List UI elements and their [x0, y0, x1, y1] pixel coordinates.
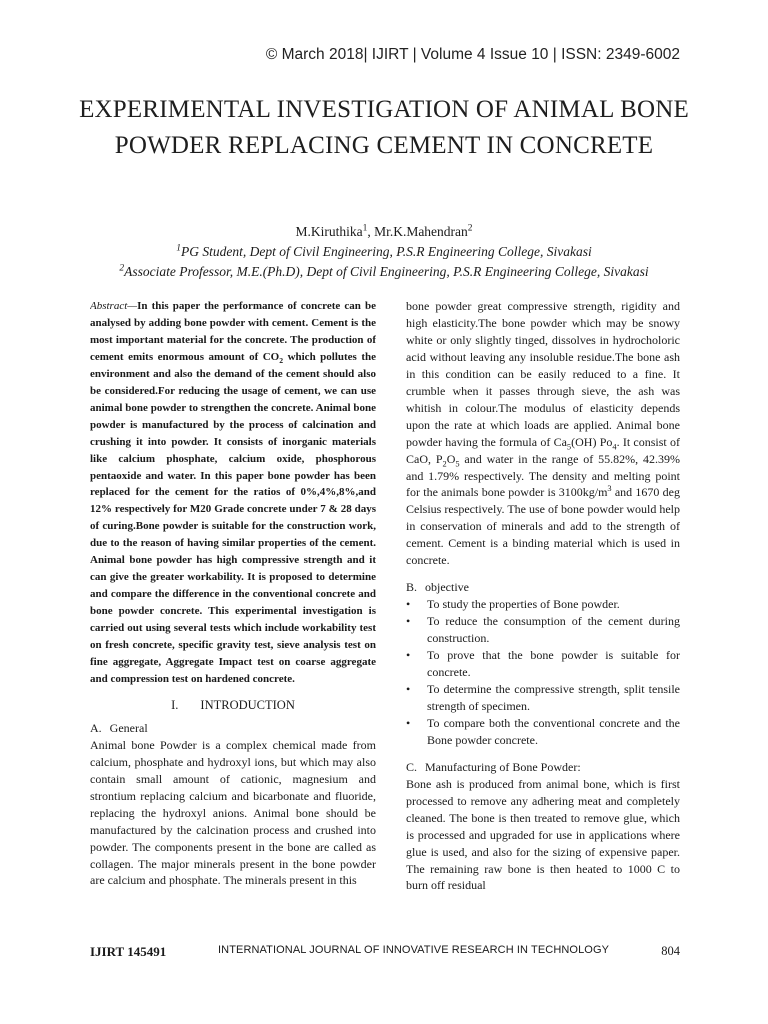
- abstract-lead: Abstract—: [90, 300, 138, 312]
- cont-text-1: bone powder great compressive strength, rigidity and high elasticity.The bone powder which may be snowy white or only slightly tinged, dissolves in hydrocholoric acid without leaving any insoluble residue.The bone ash in this condition can be easily reduced to a fine. It crumble when it passes through sieve, the ash was whitish in colour.The modulus of elasticity depends upon the rate at which loads are applied. Animal bone powder having the formula of Ca: [406, 299, 680, 449]
- cont-sub-3: 2: [442, 458, 447, 468]
- manufacturing-paragraph: Bone ash is produced from animal bone, which is first processed to remove any adhering meat and completely cleaned. The bone is then treated to remove glue, which is processed and upgraded for use in applications where glue is used, and also for the sizing of expensive paper. The remaining raw bone is then heated to 1000 C to burn off residual: [406, 776, 680, 893]
- affiliation-1-text: PG Student, Dept of Civil Engineering, P.S.R Engineering College, Sivakasi: [181, 244, 592, 259]
- cont-sup-5: 3: [607, 484, 612, 494]
- cont-sub-4: 5: [455, 458, 460, 468]
- affiliation-1: [0, 242, 768, 262]
- author-names: [0, 222, 768, 242]
- subsection-heading-manufacturing: [406, 759, 680, 776]
- affiliation-2: [0, 262, 768, 282]
- subsection-heading-objective: [406, 579, 680, 596]
- paper-title: EXPERIMENTAL INVESTIGATION OF ANIMAL BONE POWDER REPLACING CEMENT IN CONCRETE: [79, 96, 689, 159]
- subsection-letter: B.: [406, 580, 418, 595]
- journal-citation-header: © March 2018| IJIRT | Volume 4 Issue 10 | ISSN: 2349-6002: [265, 46, 680, 63]
- objective-list: [406, 596, 680, 749]
- list-item: • To compare both the conventional concrete and the Bone powder concrete.: [406, 715, 680, 749]
- footer-paper-id: IJIRT 145491: [90, 944, 167, 959]
- cont-text-5: and water in the range of 55.82%, 42.39% and 1.79% respectively. The density and melting point for the animals bone powder is 3100kg/m: [406, 451, 680, 500]
- subsection-heading-general: [90, 720, 376, 737]
- cont-text-4: O: [446, 451, 456, 466]
- list-item: • To prove that the bone powder is suitable for concrete.: [406, 647, 680, 681]
- subsection-title: objective: [425, 580, 469, 595]
- abstract: [90, 298, 376, 688]
- author-1: M.Kiruthika: [295, 224, 363, 239]
- general-paragraph: Animal bone Powder is a complex chemical made from calcium, phosphate and hydroxyl ions, but which may also contain small amount of cationic, magnesium and strontium replacing calcium and bicarbonate and fluoride, replacing the hydroxyl anions. Animal bone should be manufactured by the calcination process and crushed into powder. The components present in the bone are called as collagen. The major minerals present in the bone powder are calcium and phosphate. The minerals present in this: [90, 737, 376, 888]
- author-1-sup: 1: [362, 223, 368, 234]
- abstract-co2-sub: 2: [279, 356, 284, 366]
- author-separator: ,: [367, 224, 375, 239]
- section-title: INTRODUCTION: [200, 697, 295, 712]
- affiliation-1-sup: 1: [176, 243, 182, 254]
- cont-sub-1: 5: [566, 442, 572, 452]
- author-2: Mr.K.Mahendran: [374, 224, 468, 239]
- section-heading-introduction: [90, 697, 376, 714]
- subsection-letter: C.: [406, 759, 418, 774]
- list-item: • To study the properties of Bone powder.: [406, 596, 680, 613]
- section-number: I.: [171, 697, 179, 712]
- footer-journal-name: INTERNATIONAL JOURNAL OF INNOVATIVE RESEARCH IN TECHNOLOGY: [218, 944, 610, 956]
- author-2-sup: 2: [467, 223, 473, 234]
- subsection-title: General: [109, 720, 148, 735]
- abstract-text-1: In this paper the performance of concrete can be analysed by adding bone powder with cement. Cement is the most important material for the concrete. The production of cement emits enormous amount of CO: [90, 300, 376, 363]
- affiliation-2-text: Associate Professor, M.E.(Ph.D), Dept of Civil Engineering, P.S.R Engineering College, Sivakasi: [124, 264, 649, 279]
- continued-paragraph: [406, 298, 680, 569]
- cont-sub-2: 4: [612, 442, 617, 452]
- subsection-letter: A.: [90, 720, 102, 735]
- cont-text-6: and 1670 deg Celsius respectively. The use of bone powder would help in conservation of minerals and add to the strength of cement. Cement is a binding material which is used in concrete.: [406, 485, 680, 568]
- list-item: • To reduce the consumption of the cement during construction.: [406, 613, 680, 647]
- list-item: • To determine the compressive strength, split tensile strength of specimen.: [406, 681, 680, 715]
- right-column: [406, 298, 680, 918]
- author-block: [0, 222, 768, 282]
- affiliation-2-sup: 2: [119, 263, 125, 274]
- abstract-text-2: which pollutes the environment and also the demand of the cement should also be considered.For reducing the usage of cement, we can use animal bone powder to strengthen the concrete. Animal bone powder is manufactured by the process of calcination and crushing it into powder. It consists of inorganic materials like calcium phosphate, calcium oxide, phosphorous pentaoxide and water. In this paper bone powder has been replaced for the cement for the ratios of 0%,4%,8%,and 12% respectively for M20 Grade concrete under 7 & 28 days of curing.Bone powder is suitable for the construction work, due to the reason of having similar properties of the cement. Animal bone powder has high compressive strength and it can give the greater workability. It is proposed to determine and compare the difference in the conventional concrete and bone powder concrete. This experimental investigation is carried out using several tests which include workability test on fresh concrete, specific gravity test, sieve analysis test on fine aggregate, Aggregate Impact test on coarse aggregate and compression test on hardened concrete.: [90, 350, 376, 685]
- cont-text-2: (OH) Po: [571, 434, 613, 449]
- cont-text-3: . It consist of CaO, P: [406, 434, 680, 466]
- left-column: [90, 298, 376, 918]
- subsection-title: Manufacturing of Bone Powder:: [425, 759, 581, 774]
- page-footer: [90, 944, 680, 964]
- page-number: 804: [661, 944, 680, 958]
